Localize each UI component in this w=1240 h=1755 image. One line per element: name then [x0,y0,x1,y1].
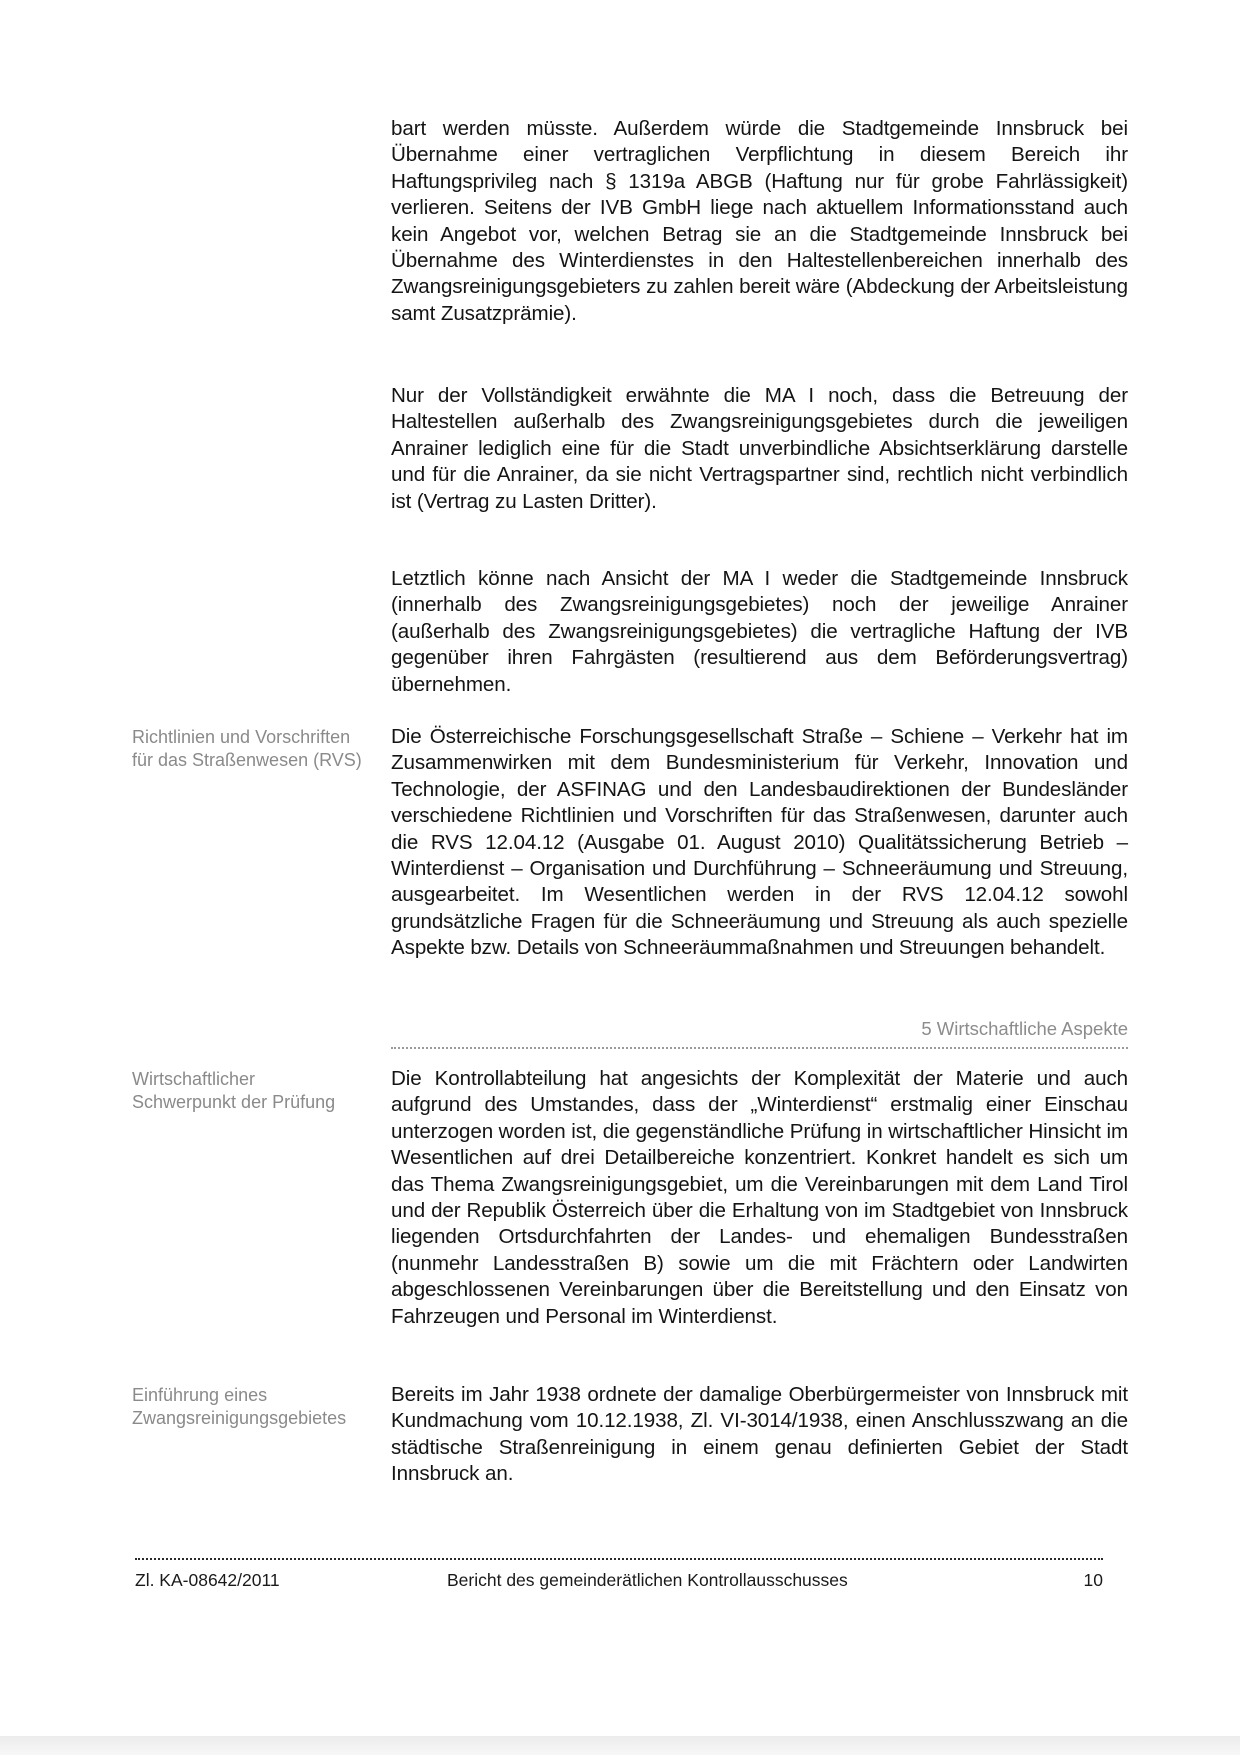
body-paragraph: Letztlich könne nach Ansicht der MA I weder die Stadtgemeinde Innsbruck (innerhalb des Zwangsreinigungsgebietes) noch der jeweilige Anrainer (außerhalb des Zwangsreinigungsgebietes) die vertragliche Haftung der IVB gegenüber ihren Fahrgästen (resultierend aus dem Beförderungsvertrag) übernehmen. [391,567,1128,696]
body-paragraph: Nur der Vollständigkeit erwähnte die MA I noch, dass die Betreuung der Haltestellen außerhalb des Zwangsreinigungsgebietes durch die jeweiligen Anrainer lediglich eine für die Stadt unverbindliche Absichtserklärung darstelle und für die Anrainer, da sie nicht Vertragspartner sind, rechtlich nicht verbindlich ist (Vertrag zu Lasten Dritter). [391,384,1128,513]
footer-divider [135,1558,1103,1560]
margin-note-schwerpunkt: Wirtschaftlicher Schwerpunkt der Prüfung [132,1069,336,1112]
body-paragraph: Die Kontrollabteilung hat angesichts der Komplexität der Materie und auch aufgrund des Umstandes, dass der „Winterdienst“ erstmalig einer Einschau unterzogen worden ist, die gegenständliche Prüfung in wirtschaftlicher Hinsicht im Wesentlichen auf drei Detailbereiche konzentriert. Konkret handelt es sich um das Thema Zwangsreinigungsgebiet, um die Vereinbarungen mit dem Land Tirol und der Republik Österreich über die Erhaltung von im Stadtgebiet von Innsbruck liegenden Ortsdurchfahrten der Landes- und ehemaligen Bundesstraßen (nunmehr Landesstraßen B) sowie um die mit Frächtern oder Landwirten abgeschlossenen Vereinbarungen über die Bereitstellung und den Einsatz von Fahrzeugen und Personal im Winterdienst. [391,1067,1128,1328]
paragraph-1938 [391,1382,1128,1488]
paragraph-kontrollabteilung [391,1066,1128,1330]
footer-reference: Zl. KA-08642/2011 [135,1570,280,1590]
margin-note-zwangsreinigung: Einführung eines Zwangsreinigungsgebietes [132,1385,347,1428]
paragraph-continuation [391,116,1128,327]
section-heading: 5 Wirtschaftliche Aspekte [921,1018,1128,1039]
body-paragraph: Die Österreichische Forschungsgesellschaft Straße – Schiene – Verkehr hat im Zusammenwirken mit dem Bundesministerium für Verkehr, Innovation und Technologie, der ASFINAG und den Landesbaudirektionen der Bundesländer verschiedene Richtlinien und Vorschriften für das Straßenwesen, darunter auch die RVS 12.04.12 (Ausgabe 01. August 2010) Qualitätssicherung Betrieb – Winterdienst – Organisation und Durchführung – Schneeräumung und Streuung, ausgearbeitet. Im Wesentlichen werden in der RVS 12.04.12 sowohl grundsätzliche Fragen für die Schneeräumung und Streuung als auch spezielle Aspekte bzw. Details von Schneeräummaßnahmen und Streuungen behandelt. [391,725,1128,960]
paragraph-rvs [391,724,1128,962]
body-paragraph: bart werden müsste. Außerdem würde die Stadtgemeinde Innsbruck bei Übernahme einer vertraglichen Verpflichtung in diesem Bereich ihr Haftungsprivileg nach § 1319a ABGB (Haftung nur für grobe Fahrlässigkeit) verlieren. Seitens der IVB GmbH liege nach aktuellem Informationsstand auch kein Angebot vor, welchen Betrag sie an die Stadtgemeinde Innsbruck bei Übernahme des Winterdienstes in den Haltestellenbereichen innerhalb des Zwangsreinigungsgebieters zu zahlen bereit wäre (Abdeckung der Arbeitsleistung samt Zusatzprämie). [391,117,1128,325]
body-paragraph: Bereits im Jahr 1938 ordnete der damalige Oberbürgermeister von Innsbruck mit Kundmachung vom 10.12.1938, Zl. VI-3014/1938, einen Anschlusszwang an die städtische Straßenreinigung in einem genau definierten Gebiet der Stadt Innsbruck an. [391,1383,1128,1486]
page-edge-shadow [0,1736,1240,1755]
paragraph-haltestellen [391,383,1128,515]
section-divider [391,1047,1128,1049]
page-number: 10 [1083,1570,1103,1590]
margin-note-rvs: Richtlinien und Vorschriften für das Straßenwesen (RVS) [132,727,362,770]
footer-title: Bericht des gemeinderätlichen Kontrollausschusses [447,1570,848,1590]
paragraph-haftung [391,566,1128,698]
